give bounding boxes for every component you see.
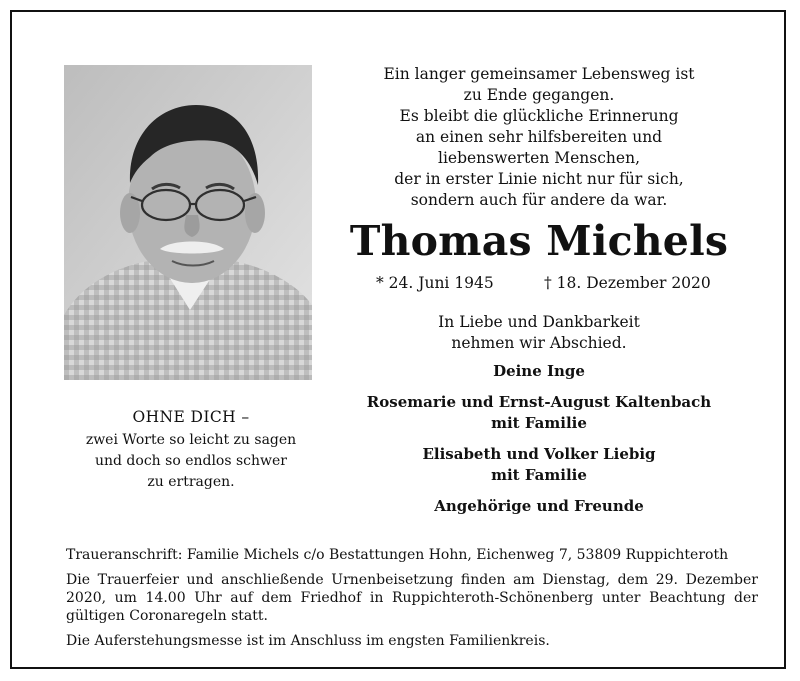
mourners-list xyxy=(342,361,736,527)
poem-line: Es bleibt die glückliche Erinnerung xyxy=(399,107,679,125)
mourner-line: mit Familie xyxy=(491,466,587,484)
mass-notice: Die Auferstehungsmesse ist im Anschluss im engsten Familienkreis. xyxy=(66,633,550,649)
obituary-notice xyxy=(10,10,786,669)
mourning-address: Traueranschrift: Familie Michels c/o Bestattungen Hohn, Eichenweg 7, 53809 Ruppichteroth xyxy=(66,547,729,563)
ceremony-details: Die Trauerfeier und anschließende Urnenbeisetzung finden am Dienstag, dem 29. Dezember 2020, um 14.00 Uhr auf dem Friedhof in Ruppichteroth-Schönenberg unter Beachtung der gültigen Coronaregeln statt. xyxy=(66,572,758,624)
deceased-name: Thomas Michels xyxy=(349,217,729,265)
footer-info xyxy=(66,546,758,657)
poem-text xyxy=(342,64,736,211)
mourner-line: Angehörige und Freunde xyxy=(434,497,644,515)
mourner-group xyxy=(342,444,736,486)
quote-title: OHNE DICH – xyxy=(132,408,250,426)
quote-line: zu ertragen. xyxy=(147,474,235,490)
poem-line: an einen sehr hilfsbereiten und xyxy=(415,128,663,146)
birth-date: * 24. Juni 1945 xyxy=(376,274,494,292)
quote-block xyxy=(60,407,322,493)
quote-line: und doch so endlos schwer xyxy=(94,453,287,469)
poem-line: der in erster Linie nicht nur für sich, xyxy=(394,170,684,188)
portrait-photo xyxy=(64,65,312,380)
farewell-line: In Liebe und Dankbarkeit xyxy=(438,313,640,331)
death-date: † 18. Dezember 2020 xyxy=(544,274,711,292)
portrait-illustration xyxy=(64,65,312,380)
poem-line: liebenswerten Menschen, xyxy=(437,149,640,167)
mourner-group xyxy=(342,361,736,382)
farewell-text xyxy=(342,312,736,354)
mourner-group xyxy=(342,392,736,434)
quote-line: zwei Worte so leicht zu sagen xyxy=(85,432,297,448)
poem-line: sondern auch für andere da war. xyxy=(410,191,668,209)
mourner-line: Elisabeth und Volker Liebig xyxy=(422,445,656,463)
farewell-line: nehmen wir Abschied. xyxy=(451,334,627,352)
mourner-line: Deine Inge xyxy=(493,362,585,380)
mourner-line: Rosemarie und Ernst-August Kaltenbach xyxy=(366,393,712,411)
mourner-line: mit Familie xyxy=(491,414,587,432)
mourner-group xyxy=(342,496,736,517)
poem-line: zu Ende gegangen. xyxy=(463,86,615,104)
poem-line: Ein langer gemeinsamer Lebensweg ist xyxy=(383,65,695,83)
